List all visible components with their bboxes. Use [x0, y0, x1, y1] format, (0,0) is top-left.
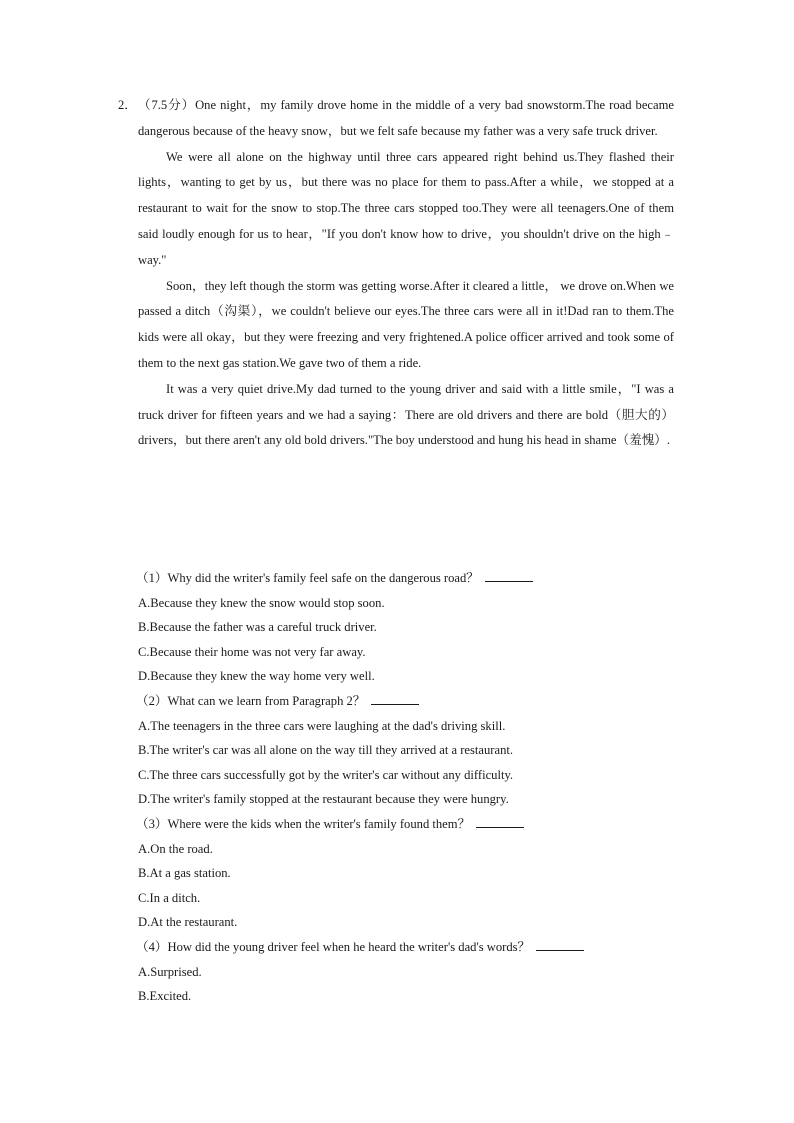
option-a: A.The teenagers in the three cars were laughing at the dad's driving skill.	[138, 718, 506, 733]
option-d: D.The writer's family stopped at the restaurant because they were hungry.	[138, 792, 509, 807]
option-b: B.Excited.	[138, 989, 192, 1004]
passage-paragraph-1: （7.5分）One night，my family drove home in the middle of a very bad snowstorm.The road became dangerous because of the heavy snow，but we felt safe because my father was a very safe truck driver.	[138, 98, 674, 138]
option-c: C.The three cars successfully got by the writer's car without any difficulty.	[138, 767, 514, 782]
passage-paragraph-3: Soon，they left though the storm was getting worse.After it cleared a little， we drove on.When we passed a ditch（沟渠），we couldn't believe our eyes.The three cars were all in it!Dad ran to them.The kids were all okay，but they were freezing and very frightened.A police officer arrived and took some of them to the next gas station.We gave two of them a ride.	[138, 278, 674, 370]
option-c: C.In a ditch.	[138, 890, 201, 905]
answer-blank	[371, 691, 419, 705]
option-a: A.Surprised.	[138, 964, 202, 979]
subquestion-3	[138, 812, 698, 935]
option-a: A.Because they knew the snow would stop soon.	[138, 595, 385, 610]
question-number: 2．	[118, 98, 137, 112]
answer-blank	[476, 814, 524, 828]
subquestion-stem: （2）What can we learn from Paragraph 2？	[136, 689, 698, 714]
option-b: B.Because the father was a careful truck driver.	[138, 620, 377, 635]
subquestion-list	[138, 566, 698, 1009]
passage-paragraph-4: It was a very quiet drive.My dad turned to the young driver and said with a little smile，"I was a truck driver for fifteen years and we had a saying：There are old drivers and there are bold（胆大的） drivers，but there aren't any old bold drivers."The boy understood and hung his head in shame（羞愧）.	[138, 381, 674, 448]
subquestion-4	[138, 935, 698, 1009]
subquestion-stem: （1）Why did the writer's family feel safe on the dangerous road？	[136, 566, 698, 591]
option-c: C.Because their home was not very far away.	[138, 644, 366, 659]
subquestion-stem: （4）How did the young driver feel when he heard the writer's dad's words？	[136, 935, 698, 960]
option-d: D.Because they knew the way home very well.	[138, 669, 375, 684]
subquestion-1	[138, 566, 698, 689]
option-b: B.At a gas station.	[138, 866, 231, 881]
subquestion-stem: （3）Where were the kids when the writer's family found them？	[136, 812, 698, 837]
subquestion-2	[138, 689, 698, 812]
question-score: （7.5分）	[138, 98, 196, 112]
option-d: D.At the restaurant.	[138, 915, 238, 930]
option-b: B.The writer's car was all alone on the way till they arrived at a restaurant.	[138, 743, 514, 758]
reading-passage	[138, 93, 674, 454]
option-a: A.On the road.	[138, 841, 213, 856]
passage-paragraph-2: We were all alone on the highway until three cars appeared right behind us.They flashed their lights，wanting to get by us，but there was no place for them to pass.After a while，we stopped at a restaurant to wait for the snow to stop.The three cars stopped too.They were all teenagers.One of them said loudly enough for us to hear，"If you don't know how to drive，you shouldn't drive on the high﹣way."	[138, 149, 674, 267]
answer-blank	[536, 937, 584, 951]
answer-blank	[485, 568, 533, 582]
